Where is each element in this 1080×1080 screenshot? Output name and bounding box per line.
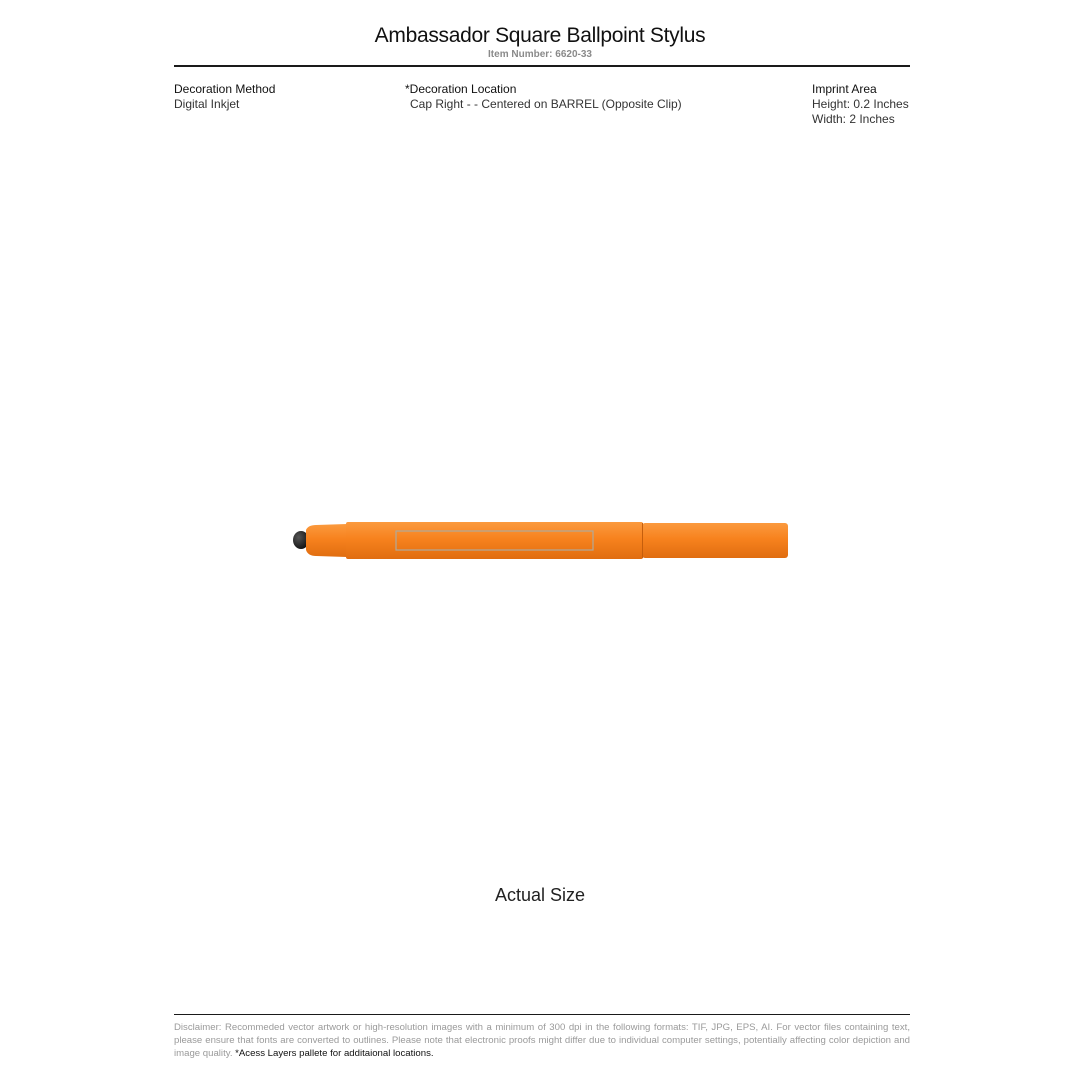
decoration-location-section: [405, 82, 682, 112]
imprint-height-value: Height: 0.2 Inches: [812, 97, 909, 111]
imprint-width-value: Width: 2 Inches: [812, 112, 895, 126]
layers-note: *Acess Layers pallete for additaional locations.: [235, 1048, 434, 1059]
header-divider: [174, 65, 910, 67]
disclaimer-text: Disclaimer: Recommeded vector artwork or high-resolution images with a minimum of 300 dpi in the following formats: TIF, JPG, EPS, AI. For vector files containing text, please ensure that fonts are converted to outlines. Please note that electronic proofs might differ due to individual computer settings, potentially affecting color depiction and image quality.: [174, 1022, 910, 1059]
decoration-method-section: [174, 82, 275, 112]
imprint-area-section: [812, 82, 909, 127]
page-title: Ambassador Square Ballpoint Stylus: [374, 24, 706, 47]
actual-size-label: Actual Size: [494, 885, 586, 905]
disclaimer: [174, 1021, 910, 1060]
stylus-pen-image: [290, 520, 790, 562]
pen-cap: [642, 523, 788, 558]
footer-divider: [174, 1014, 910, 1015]
pen-front-section: [306, 524, 347, 557]
decoration-method-label: Decoration Method: [174, 82, 276, 96]
decoration-location-value: Cap Right - - Centered on BARREL (Opposite Clip): [410, 97, 682, 111]
pen-barrel: [346, 522, 643, 559]
decoration-method-value: Digital Inkjet: [174, 97, 240, 111]
item-number: Item Number: 6620-33: [488, 49, 592, 60]
decoration-location-label: *Decoration Location: [405, 82, 517, 96]
imprint-area-label: Imprint Area: [812, 82, 877, 96]
